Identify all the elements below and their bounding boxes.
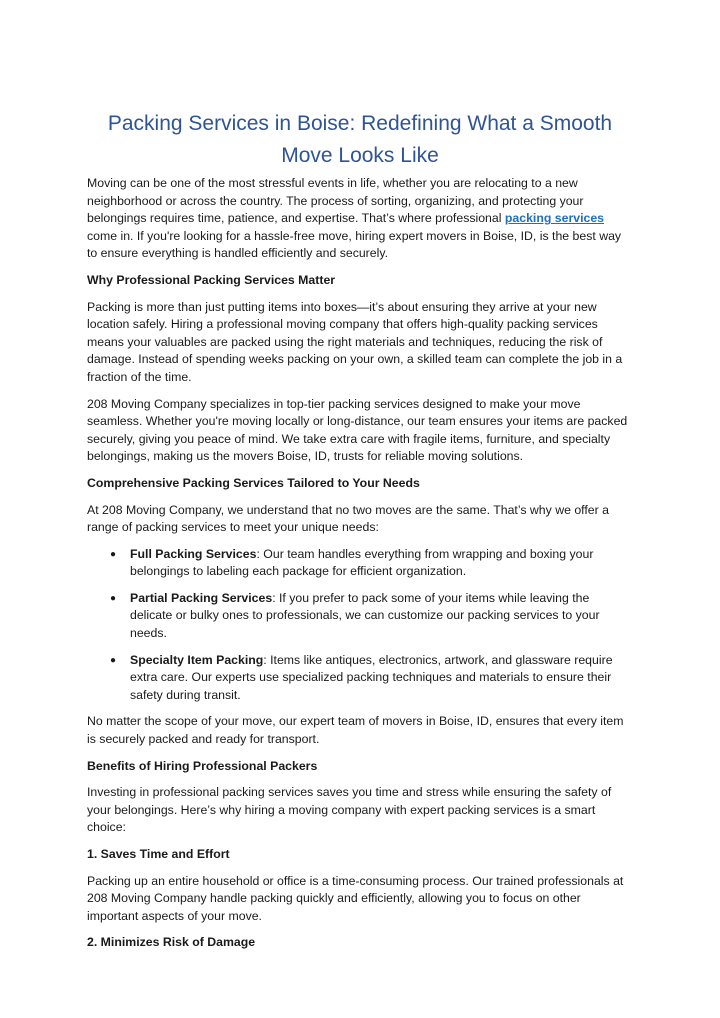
heading-minimizes-risk: 2. Minimizes Risk of Damage <box>87 935 256 950</box>
intro-text-2: come in. If you're looking for a hassle-free move, hiring expert movers in Boise, ID, is the best way to ensure everything is handled efficiently and securely. <box>87 228 622 261</box>
heading-comprehensive: Comprehensive Packing Services Tailored to Your Needs <box>87 475 420 490</box>
paragraph-benefits: Investing in professional packing services saves you time and stress while ensuring the safety of your belongings. Here’s why hiring a moving company with expert packing services is a smart choice: <box>87 785 612 835</box>
list-item <box>87 652 633 705</box>
list-item-text: : Our team handles everything from wrapping and boxing your belongings to labeling each package for efficient organization. <box>130 546 594 579</box>
list-item-title: Specialty Item Packing <box>130 652 264 667</box>
intro-paragraph <box>87 175 633 263</box>
heading-benefits: Benefits of Hiring Professional Packers <box>87 758 318 773</box>
list-item-text: : Items like antiques, electronics, artwork, and glassware require extra care. Our experts use specialized packing techniques and materials to ensure their safety during transit. <box>130 652 613 702</box>
title-line-1: Packing Services in Boise: Redefining What a Smooth <box>107 112 613 135</box>
list-item-title: Full Packing Services <box>130 546 257 561</box>
paragraph-scope: No matter the scope of your move, our expert team of movers in Boise, ID, ensures that every item is securely packed and ready for transport. <box>87 714 624 747</box>
heading-why: Why Professional Packing Services Matter <box>87 272 336 287</box>
services-list <box>87 546 633 705</box>
intro-text-1: Moving can be one of the most stressful events in life, whether you are relocating to a new neighborhood or across the country. The process of sorting, organizing, and protecting your belongings requires time, patience, and expertise. That’s where professional <box>87 176 584 226</box>
heading-saves-time: 1. Saves Time and Effort <box>87 847 230 861</box>
paragraph-comprehensive: At 208 Moving Company, we understand that no two moves are the same. That’s why we offer a range of packing services to meet your unique needs: <box>87 502 609 535</box>
bullet-icon: ● <box>110 548 117 560</box>
list-item-text: : If you prefer to pack some of your items while leaving the delicate or bulky ones to professionals, we can customize our packing services to your needs. <box>130 590 600 641</box>
paragraph-saves-time: Packing up an entire household or office is a time-consuming process. Our trained professionals at 208 Moving Company handle packing quickly and efficiently, allowing you to focus on other important aspects of your move. <box>87 873 624 923</box>
page-title <box>87 108 633 172</box>
paragraph-why-1: Packing is more than just putting items into boxes—it’s about ensuring they arrive at your new location safely. Hiring a professional moving company that offers high-quality packing services means your valuables are packed using the right materials and techniques, reducing the risk of damage. Instead of spending weeks packing on your own, a skilled team can complete the job in a fraction of the time. <box>87 299 623 384</box>
paragraph-why-2: 208 Moving Company specializes in top-tier packing services designed to make your move seamless. Whether you're moving locally or long-distance, our team ensures your items are packed securely, giving you peace of mind. We take extra care with fragile items, furniture, and specialty belongings, making us the movers Boise, ID, trusts for reliable moving solutions. <box>87 396 628 464</box>
packing-services-link[interactable]: packing services <box>504 211 605 226</box>
list-item <box>87 546 633 581</box>
bullet-icon: ● <box>110 592 117 604</box>
list-item-title: Partial Packing Services <box>130 590 273 605</box>
bullet-icon: ● <box>110 654 117 666</box>
title-line-2: Move Looks Like <box>281 144 439 167</box>
list-item <box>87 590 633 643</box>
document-body <box>87 108 633 952</box>
